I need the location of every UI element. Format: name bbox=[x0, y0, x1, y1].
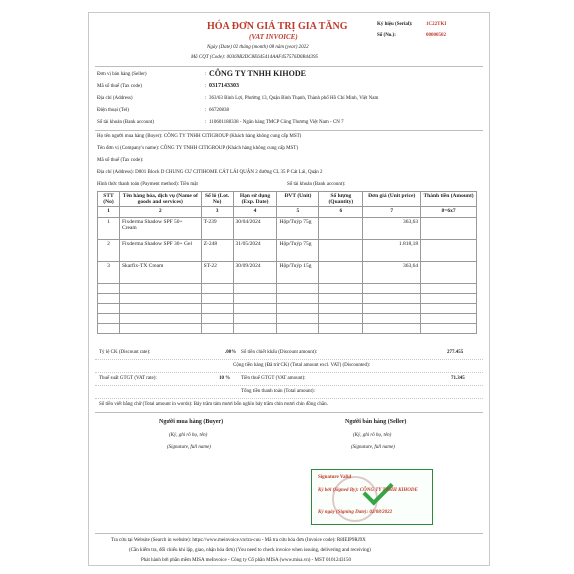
blank-row bbox=[98, 284, 477, 294]
items-table bbox=[97, 191, 477, 334]
symbol-value: 1C22TKI bbox=[426, 22, 447, 27]
cell-stt: 3 bbox=[98, 262, 120, 284]
cqt-code: Mã CQT (Code): 00369B2DC8E645414AAF457576D0B44395 bbox=[191, 55, 318, 60]
amount-in-words: Số tiền viết bằng chữ (Total amount in words): Bảy trăm tám mươi bốn nghìn bảy trăm chín mươi chín đồng chẵn. bbox=[99, 402, 328, 407]
table-header-row bbox=[98, 192, 477, 207]
blank-row bbox=[98, 304, 477, 314]
column-number: 6 bbox=[319, 207, 363, 218]
seller-colon: : bbox=[205, 120, 207, 125]
column-header: ĐVT (Unit) bbox=[277, 192, 319, 207]
totals-divider bbox=[95, 385, 483, 386]
cell-qty bbox=[319, 262, 363, 284]
cell-qty bbox=[319, 240, 363, 262]
vat-amount-value: 71.345 bbox=[451, 376, 465, 381]
seller-name-label: Đơn vị bán hàng (Seller) bbox=[97, 72, 147, 77]
cell-name: Fixderma Shadow SPF 30+ Gel bbox=[119, 240, 201, 262]
invoice-subtitle: (VAT INVOICE) bbox=[249, 33, 298, 41]
buyer-signature-sub2: (Signature, full name) bbox=[167, 445, 211, 450]
discount-rate-value: .00% bbox=[225, 350, 237, 355]
check-line: (Cần kiểm tra, đối chiếu khi lập, giao, nhận hóa đơn) (You need to check invoice when issuing, delivering and receiving) bbox=[129, 548, 371, 553]
column-number: 5 bbox=[277, 207, 319, 218]
column-number-row bbox=[98, 207, 477, 218]
blank-row bbox=[98, 294, 477, 304]
lookup-line: Tra cứu tại Website (Search in website): https://www.meinvoice.vn/tra-cuu - Mã tra cứu hóa đơn (Invoice code): R8IEIP9RJ9X bbox=[111, 538, 366, 543]
seller-address-label: Địa chỉ (Address) bbox=[97, 96, 133, 101]
buyer-signature-sub1: (Ký, ghi rõ họ, tên) bbox=[169, 433, 208, 438]
invoice-date: Ngày (Date) 02 tháng (month) 08 năm (year) 2022 bbox=[207, 45, 309, 50]
number-label: Số (No.): bbox=[377, 33, 396, 38]
seller-colon: : bbox=[205, 72, 207, 77]
cell-name: Fixderma Shadow SPF 50+ Cream bbox=[119, 218, 201, 240]
number-value: 00000502 bbox=[426, 33, 446, 38]
cell-unit: Hộp/Tuýp 75g bbox=[277, 218, 319, 240]
table-row bbox=[98, 240, 477, 262]
cell-amount bbox=[421, 218, 477, 240]
blank-row bbox=[98, 324, 477, 334]
signature-valid-label: Signature Valid bbox=[318, 475, 352, 480]
vat-rate-label: Thuế suất GTGT (VAT rate): bbox=[99, 376, 157, 381]
cell-exp: 30/04/2024 bbox=[233, 218, 277, 240]
vat-rate-value: 10 % bbox=[219, 376, 231, 381]
cell-lot: Z-248 bbox=[201, 240, 233, 262]
signing-date: Ký ngày (Signing Date): 02/08/2022 bbox=[318, 510, 393, 515]
column-number: 7 bbox=[363, 207, 421, 218]
discount-amount-value: 277.455 bbox=[447, 350, 464, 355]
vat-amount-label: Tiền thuế GTGT (VAT amount): bbox=[241, 376, 306, 381]
column-header: Số lượng (Quantity) bbox=[319, 192, 363, 207]
seller-address-value: 363/63 Bình Lợi, Phường 13, Quận Bình Thạnh, Thành phố Hồ Chí Minh, Việt Nam bbox=[209, 96, 379, 101]
words-divider bbox=[95, 412, 483, 413]
seller-signature-sub1: (Ký, ghi rõ họ, tên) bbox=[353, 433, 392, 438]
table-row bbox=[98, 262, 477, 284]
seller-tax-value: 0317143303 bbox=[209, 83, 239, 89]
column-header: Đơn giá (Unit price) bbox=[363, 192, 421, 207]
cell-unit: Hộp/Tuýp 75g bbox=[277, 240, 319, 262]
column-header: STT (No) bbox=[98, 192, 120, 207]
total-label: Tổng tiền thanh toán (Total amount): bbox=[241, 389, 315, 394]
seller-divider bbox=[95, 130, 483, 131]
cell-stt: 1 bbox=[98, 218, 120, 240]
column-number: 2 bbox=[119, 207, 201, 218]
cell-exp: 30/09/2024 bbox=[233, 262, 277, 284]
column-number: 8=6x7 bbox=[421, 207, 477, 218]
buyer-name: Họ tên người mua hàng (Buyer): CÔNG TY TNHH CITIGROUP (Khách hàng không cung cấp MST) bbox=[97, 134, 302, 139]
seller-colon: : bbox=[205, 108, 207, 113]
cell-amount bbox=[421, 240, 477, 262]
invoice-page bbox=[88, 12, 490, 566]
digital-signature-box bbox=[311, 469, 433, 525]
cell-unit: Hộp/Tuýp 15g bbox=[277, 262, 319, 284]
seller-phone-value: 66720838 bbox=[209, 108, 229, 113]
cell-lot: ST-22 bbox=[201, 262, 233, 284]
footer-divider bbox=[95, 533, 483, 534]
cell-amount bbox=[421, 262, 477, 284]
totals-divider bbox=[95, 359, 483, 360]
seller-colon: : bbox=[205, 96, 207, 101]
buyer-company: Tên đơn vị (Company's name): CÔNG TY TNHH CITIGROUP (Khách hàng không cung cấp MST) bbox=[97, 146, 299, 151]
column-header: Hạn sử dụng (Exp. Date) bbox=[233, 192, 277, 207]
seller-name: CÔNG TY TNHH KIHODE bbox=[209, 69, 306, 78]
buyer-signature-title: Người mua hàng (Buyer) bbox=[159, 419, 224, 425]
column-header: Tên hàng hóa, dịch vụ (Name of goods and services) bbox=[119, 192, 201, 207]
cell-exp: 31/05/2024 bbox=[233, 240, 277, 262]
seller-phone-label: Điện thoại (Tel) bbox=[97, 108, 129, 113]
cell-price: 1.818,18 bbox=[363, 240, 421, 262]
buyer-address: Địa chỉ (Address): D001 Block D CHUNG CƯ CITIHOME CÁT LÁI QUẬN 2 đường CL 35 P Cát Lái, Quận 2 bbox=[97, 170, 323, 175]
signed-by: Ký bởi (Signed By): CÔNG TY TNHH KIHODE bbox=[318, 488, 418, 493]
seller-colon: : bbox=[205, 84, 207, 89]
seller-signature-sub2: (Signature, full name) bbox=[351, 445, 395, 450]
buyer-tax: Mã số thuế (Tax code): bbox=[97, 158, 144, 163]
column-number: 1 bbox=[98, 207, 120, 218]
buyer-account: Số tài khoản (Bank account): bbox=[287, 182, 346, 187]
seller-signature-title: Người bán hàng (Seller) bbox=[345, 419, 407, 425]
discount-rate-label: Tỷ lệ CK (Discount rate): bbox=[99, 350, 151, 355]
publisher-line: Phát hành bởi phần mềm MISA meInvoice - Công ty Cổ phần MISA (www.misa.vn) - MST 0101243150 bbox=[141, 558, 351, 563]
cell-name: Skarfix-TX Cream bbox=[119, 262, 201, 284]
buyer-payment: Hình thức thanh toán (Payment method): Tiền mặt bbox=[97, 182, 198, 187]
cell-lot: T-239 bbox=[201, 218, 233, 240]
blank-row bbox=[98, 314, 477, 324]
totals-divider bbox=[95, 398, 483, 399]
seller-account-value: 110601188338 - Ngân hàng TMCP Công Thương Việt Nam - CN 7 bbox=[209, 120, 344, 125]
column-header: Thành tiền (Amount) bbox=[421, 192, 477, 207]
cell-price: 363,64 bbox=[363, 262, 421, 284]
symbol-label: Ký hiệu (Serial): bbox=[377, 22, 413, 27]
table-row bbox=[98, 218, 477, 240]
totals-divider bbox=[95, 372, 483, 373]
cell-price: 363,63 bbox=[363, 218, 421, 240]
discount-amount-label: Số tiền chiết khấu (Discount amount): bbox=[241, 350, 318, 355]
seller-tax-label: Mã số thuế (Tax code) bbox=[97, 84, 142, 89]
seller-account-label: Số tài khoản (Bank account) bbox=[97, 120, 154, 125]
column-number: 4 bbox=[233, 207, 277, 218]
column-number: 3 bbox=[201, 207, 233, 218]
subtotal-label: Cộng tiền hàng (Đã trừ CK) (Total amount excl. VAT) (Discounted): bbox=[233, 363, 371, 368]
cell-stt: 2 bbox=[98, 240, 120, 262]
cell-qty bbox=[319, 218, 363, 240]
header-divider bbox=[95, 66, 483, 67]
invoice-title: HÓA ĐƠN GIÁ TRỊ GIA TĂNG bbox=[207, 21, 348, 32]
column-header: Số lô (Lot. No) bbox=[201, 192, 233, 207]
